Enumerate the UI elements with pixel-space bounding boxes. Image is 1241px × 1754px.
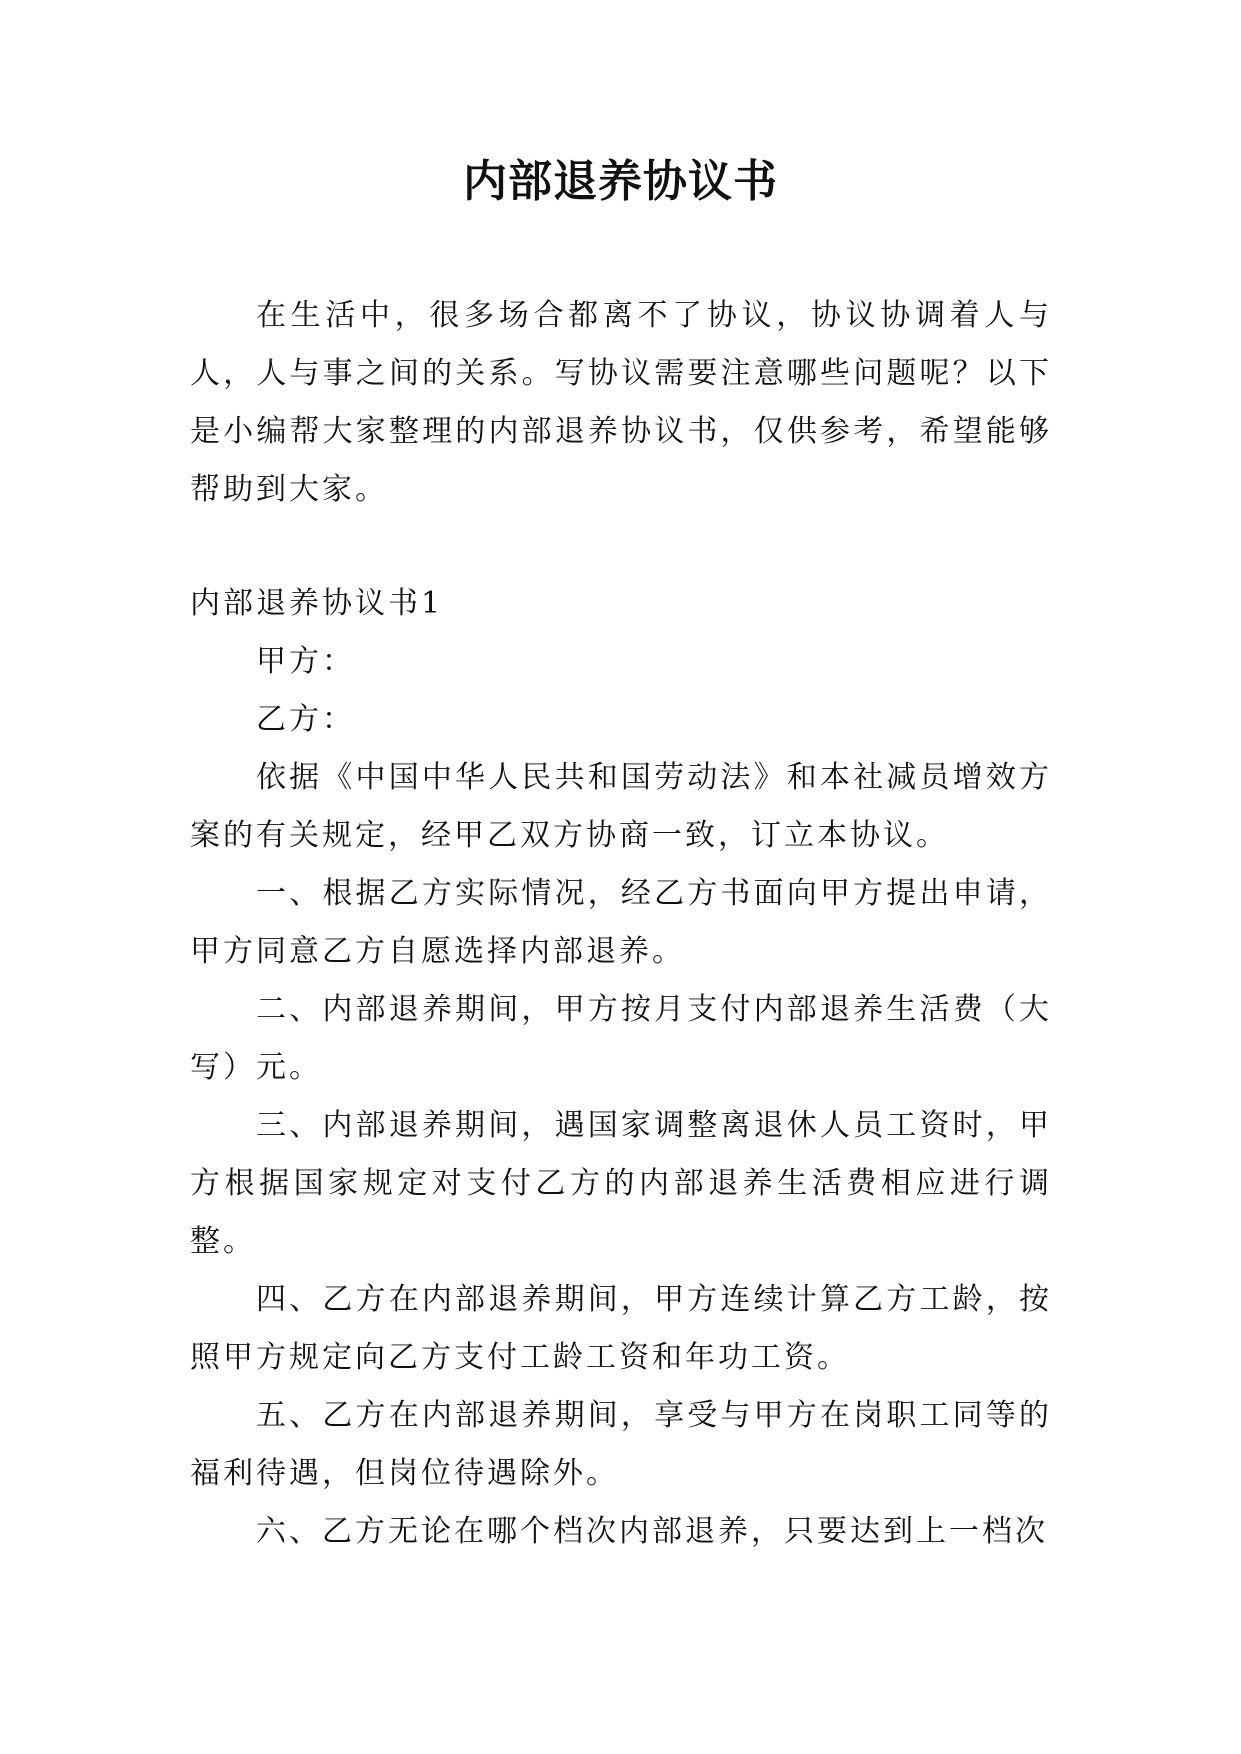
- intro-paragraph: 在生活中，很多场合都离不了协议，协议协调着人与人，人与事之间的关系。写协议需要注意哪些问题呢？以下是小编帮大家整理的内部退养协议书，仅供参考，希望能够帮助到大家。: [190, 298, 1052, 507]
- clause-paragraph: 三、内部退养期间，遇国家调整离退休人员工资时，甲方根据国家规定对支付乙方的内部退养生活费相应进行调整。: [190, 1108, 1052, 1259]
- document-body: [190, 287, 1052, 1561]
- clause-paragraph: 一、根据乙方实际情况，经乙方书面向甲方提出申请，甲方同意乙方自愿选择内部退养。: [190, 876, 1052, 969]
- clause-paragraph: 五、乙方在内部退养期间，享受与甲方在岗职工同等的福利待遇，但岗位待遇除外。: [190, 1398, 1052, 1491]
- clause-paragraph: 二、内部退养期间，甲方按月支付内部退养生活费（大写）元。: [190, 992, 1052, 1085]
- party-a-line: 甲方：: [256, 644, 355, 679]
- clause-paragraph: 六、乙方无论在哪个档次内部退养，只要达到上一档次: [256, 1514, 1048, 1549]
- section-heading: 内部退养协议书1: [190, 586, 444, 621]
- document-title: 内部退养协议书: [463, 156, 778, 207]
- clause-paragraph: 依据《中国中华人民共和国劳动法》和本社减员增效方案的有关规定，经甲乙双方协商一致，订立本协议。: [190, 760, 1052, 853]
- party-b-line: 乙方：: [256, 702, 355, 737]
- clause-paragraph: 四、乙方在内部退养期间，甲方连续计算乙方工龄，按照甲方规定向乙方支付工龄工资和年功工资。: [190, 1282, 1052, 1375]
